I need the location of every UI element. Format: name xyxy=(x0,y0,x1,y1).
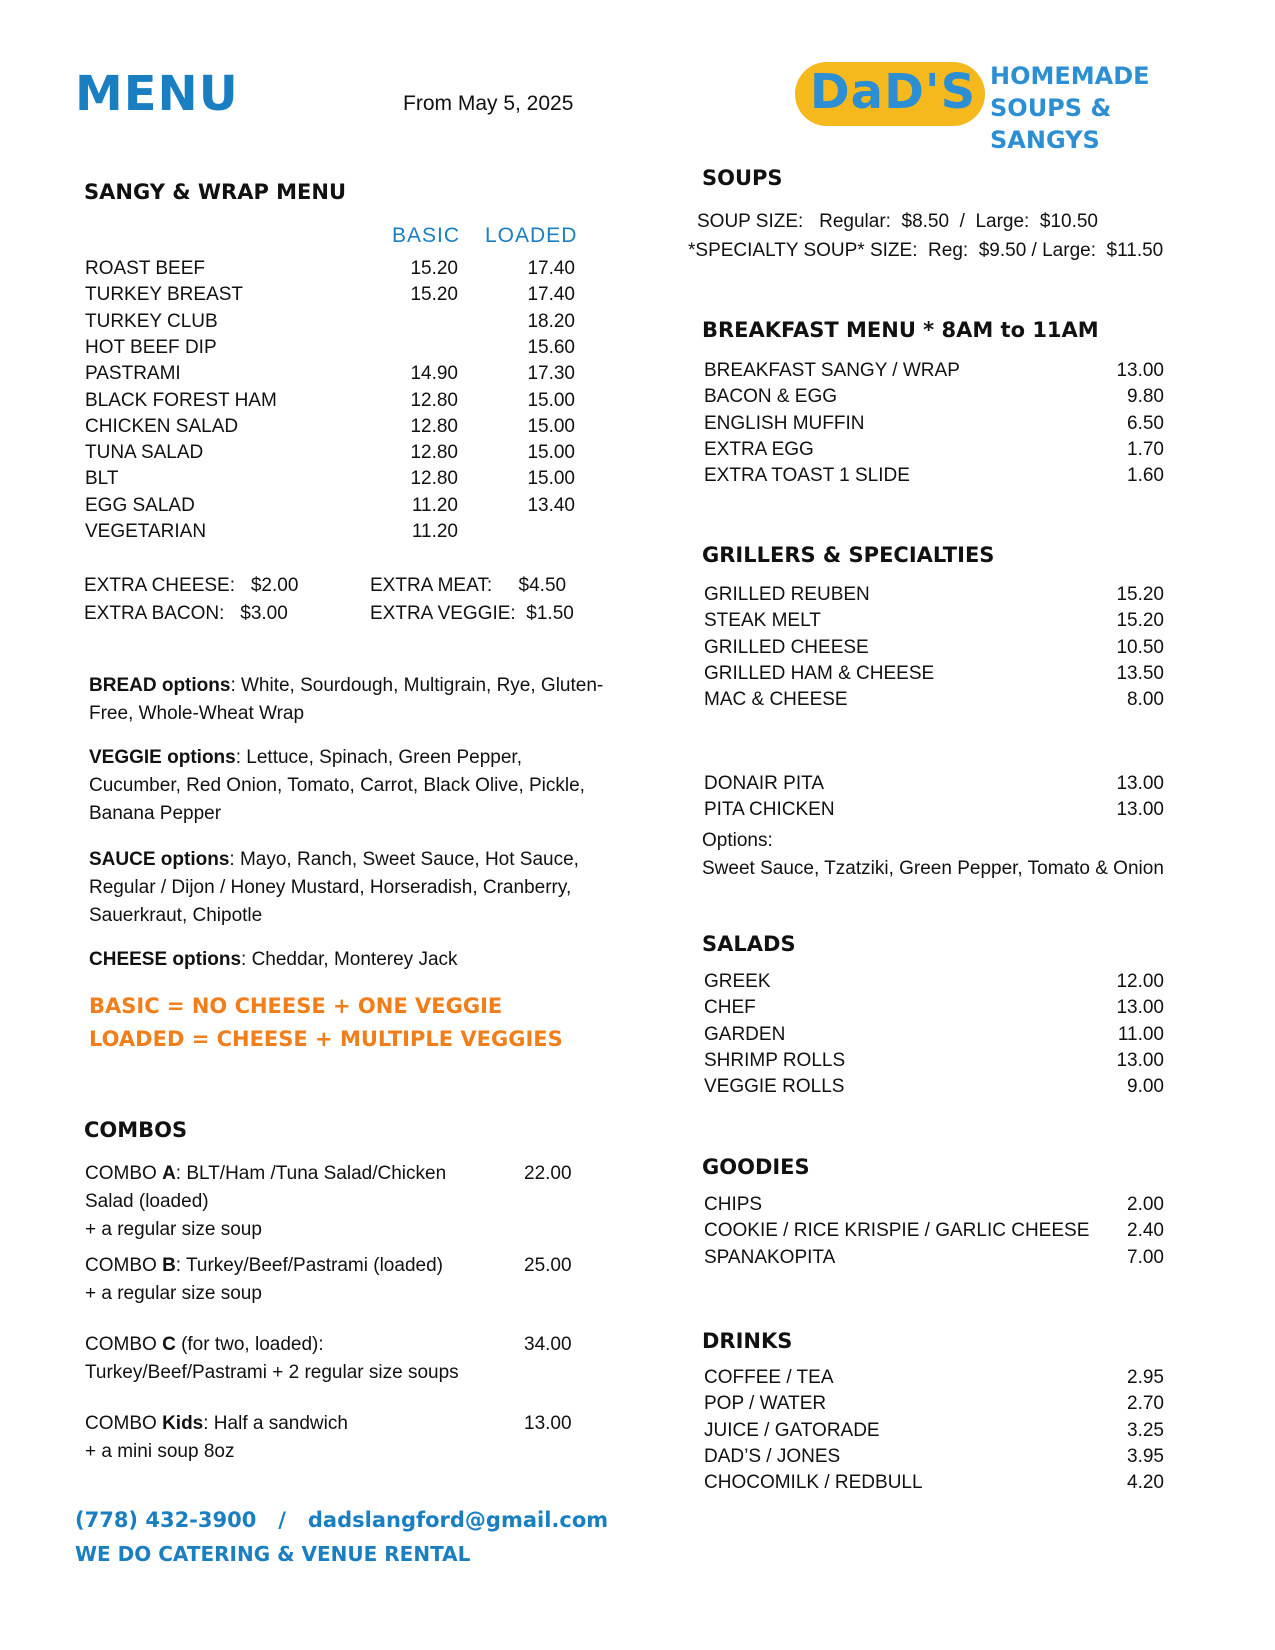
veggie-options xyxy=(89,744,609,828)
contact-line xyxy=(75,1508,608,1532)
item-price: 7.00 xyxy=(1127,1246,1164,1268)
combo-a-line2: Salad (loaded) xyxy=(85,1191,209,1212)
menu-item-row xyxy=(704,1048,1164,1074)
menu-item-row xyxy=(704,661,1164,687)
menu-item-row xyxy=(85,309,585,335)
menu-item-row xyxy=(85,361,585,387)
extra-meat-label: EXTRA MEAT: xyxy=(370,575,493,596)
logo-tagline-line1: HOMEMADE xyxy=(990,62,1150,90)
item-basic-price: 12.80 xyxy=(410,468,458,490)
combo-b-price: 25.00 xyxy=(524,1255,572,1276)
menu-item-row xyxy=(704,358,1164,384)
pita-options-text: Sweet Sauce, Tzatziki, Green Pepper, Tomato & Onion xyxy=(702,858,1164,879)
grillers-section-title: GRILLERS & SPECIALTIES xyxy=(702,543,995,567)
item-name: EXTRA EGG xyxy=(704,438,814,460)
menu-item-row xyxy=(704,1074,1164,1100)
item-price: 6.50 xyxy=(1127,412,1164,434)
item-price: 11.00 xyxy=(1117,1023,1164,1045)
cheese-options-text: : Cheddar, Monterey Jack xyxy=(241,949,458,970)
combo-kids-prefix: COMBO xyxy=(85,1413,163,1434)
item-loaded-price: 15.00 xyxy=(527,415,575,437)
extra-cheese-label: EXTRA CHEESE: xyxy=(84,575,235,596)
extra-meat xyxy=(370,572,566,600)
extra-cheese-price: $2.00 xyxy=(250,575,299,596)
item-name: BLT xyxy=(85,468,119,490)
combo-b-prefix: COMBO xyxy=(85,1255,163,1276)
bread-options xyxy=(89,672,609,728)
extra-bacon-price: $3.00 xyxy=(240,603,288,624)
item-price: 4.20 xyxy=(1127,1472,1164,1494)
item-name: PITA CHICKEN xyxy=(704,799,835,821)
item-price: 13.00 xyxy=(1116,773,1164,794)
item-name: GREEK xyxy=(704,971,771,992)
item-name: CHIPS xyxy=(704,1194,763,1215)
catering-line: WE DO CATERING & VENUE RENTAL xyxy=(75,1542,471,1566)
item-loaded-price: 15.60 xyxy=(527,336,575,358)
item-name: EGG SALAD xyxy=(85,494,195,516)
combo-kids-letter: Kids xyxy=(162,1413,204,1434)
menu-item-row xyxy=(704,1022,1164,1048)
extra-bacon-label: EXTRA BACON: xyxy=(84,603,225,624)
menu-item-row xyxy=(85,466,585,492)
combo-b-line2: + a regular size soup xyxy=(85,1283,262,1304)
menu-item-row xyxy=(85,335,585,361)
item-name: VEGGIE ROLLS xyxy=(704,1076,845,1098)
item-loaded-price: 13.40 xyxy=(527,494,575,516)
combo-c xyxy=(85,1331,545,1387)
extra-cheese xyxy=(84,572,298,600)
menu-item-row xyxy=(704,437,1164,463)
sauce-options-label: SAUCE options xyxy=(89,849,230,870)
combo-b xyxy=(85,1252,505,1308)
menu-item-row xyxy=(85,256,585,282)
menu-item-row xyxy=(704,1470,1164,1496)
item-price: 2.95 xyxy=(1127,1367,1164,1388)
item-price: 15.20 xyxy=(1116,584,1164,605)
item-name: COOKIE / RICE KRISPIE / GARLIC CHEESE xyxy=(704,1220,1090,1242)
item-loaded-price: 17.40 xyxy=(527,258,575,279)
item-name: VEGETARIAN xyxy=(85,521,207,542)
combo-a xyxy=(85,1160,505,1244)
item-price: 13.50 xyxy=(1116,662,1164,684)
item-price: 15.20 xyxy=(1116,610,1164,632)
menu-item-row xyxy=(704,1218,1164,1244)
item-name: STEAK MELT xyxy=(704,610,821,632)
item-name: ENGLISH MUFFIN xyxy=(704,412,865,434)
menu-item-row xyxy=(704,463,1164,489)
menu-item-row xyxy=(704,635,1164,661)
item-name: TUNA SALAD xyxy=(85,442,204,464)
menu-item-row xyxy=(704,1391,1164,1417)
extra-veggie-price: $1.50 xyxy=(526,603,574,624)
menu-item-row xyxy=(704,1245,1164,1271)
veggie-options-text: : Lettuce, Spinach, Green Pepper, Cucumber, Red Onion, Tomato, Carrot, Black Olive, Pickle, Banana Pepper xyxy=(89,747,585,824)
menu-item-row xyxy=(704,1192,1164,1218)
item-price: 3.95 xyxy=(1127,1445,1164,1467)
item-price: 10.50 xyxy=(1116,636,1164,658)
veggie-options-label: VEGGIE options xyxy=(89,747,236,768)
menu-item-row xyxy=(85,282,585,308)
menu-item-row xyxy=(85,388,585,414)
logo-wordmark: DaD'S xyxy=(809,64,977,120)
item-name: MAC & CHEESE xyxy=(704,689,848,711)
item-name: POP / WATER xyxy=(704,1393,827,1415)
item-basic-price: 11.20 xyxy=(411,521,458,542)
combo-c-letter: C xyxy=(162,1334,176,1355)
menu-item-row xyxy=(704,797,1164,823)
item-price: 3.25 xyxy=(1127,1419,1164,1441)
item-name: SHRIMP ROLLS xyxy=(704,1049,846,1071)
item-name: CHICKEN SALAD xyxy=(85,415,239,437)
combo-c-line2: Turkey/Beef/Pastrami + 2 regular size soups xyxy=(85,1362,459,1383)
extra-veggie xyxy=(370,600,574,628)
item-name: COFFEE / TEA xyxy=(704,1367,834,1388)
contact-phone[interactable]: (778) 432-3900 xyxy=(75,1508,257,1532)
item-price: 1.70 xyxy=(1127,438,1164,460)
menu-item-row xyxy=(704,582,1164,608)
item-price: 2.00 xyxy=(1127,1194,1164,1215)
item-loaded-price: 17.40 xyxy=(527,284,575,306)
drinks-section-title: DRINKS xyxy=(702,1329,793,1353)
item-name: CHEF xyxy=(704,997,756,1019)
item-loaded-price: 15.00 xyxy=(527,442,575,464)
item-name: TURKEY BREAST xyxy=(85,284,244,306)
extra-bacon xyxy=(84,600,288,628)
menu-item-row xyxy=(704,1444,1164,1470)
item-name: CHOCOMILK / REDBULL xyxy=(704,1472,923,1494)
combos-section-title: COMBOS xyxy=(84,1118,188,1142)
item-price: 13.00 xyxy=(1116,997,1164,1019)
item-price: 2.70 xyxy=(1127,1393,1164,1415)
combo-b-letter: B xyxy=(162,1255,176,1276)
menu-item-row xyxy=(85,519,585,545)
item-price: 1.60 xyxy=(1127,465,1164,487)
item-name: SPANAKOPITA xyxy=(704,1246,836,1268)
menu-item-row xyxy=(704,969,1164,995)
item-name: ROAST BEEF xyxy=(85,258,206,279)
combo-kids-price: 13.00 xyxy=(524,1413,572,1434)
menu-item-row xyxy=(85,414,585,440)
basic-column-header: BASIC xyxy=(392,224,461,247)
item-price: 13.00 xyxy=(1116,360,1164,381)
item-name: DAD’S / JONES xyxy=(704,1445,841,1467)
combo-kids xyxy=(85,1410,505,1466)
sauce-options xyxy=(89,846,609,930)
menu-item-row xyxy=(85,493,585,519)
breakfast-section-title: BREAKFAST MENU * 8AM to 11AM xyxy=(702,318,1099,342)
goodies-section-title: GOODIES xyxy=(702,1155,810,1179)
salads-section-title: SALADS xyxy=(702,932,796,956)
sangy-section-title: SANGY & WRAP MENU xyxy=(84,180,347,204)
soup-size-line: SOUP SIZE: Regular: $8.50 / Large: $10.50 xyxy=(697,211,1098,232)
item-name: GRILLED CHEESE xyxy=(704,636,869,658)
item-price: 12.00 xyxy=(1116,971,1164,992)
item-price: 8.00 xyxy=(1127,689,1164,711)
combo-a-price: 22.00 xyxy=(524,1163,572,1184)
extra-veggie-label: EXTRA VEGGIE: xyxy=(370,603,516,624)
logo-tagline xyxy=(990,60,1205,156)
combo-a-letter: A xyxy=(162,1163,176,1184)
menu-item-row xyxy=(704,411,1164,437)
menu-item-row xyxy=(704,384,1164,410)
combo-c-prefix: COMBO xyxy=(85,1334,163,1355)
menu-item-row xyxy=(704,771,1164,797)
item-price: 13.00 xyxy=(1116,799,1164,821)
page-title: MENU xyxy=(75,66,239,122)
item-name: PASTRAMI xyxy=(85,363,181,385)
menu-item-row xyxy=(85,440,585,466)
basic-note: BASIC = NO CHEESE + ONE VEGGIE xyxy=(89,994,503,1018)
item-name: EXTRA TOAST 1 SLIDE xyxy=(704,465,910,487)
item-loaded-price: 17.30 xyxy=(527,363,575,385)
item-price: 13.00 xyxy=(1116,1049,1164,1071)
combo-c-price: 34.00 xyxy=(524,1334,572,1355)
menu-item-row xyxy=(704,687,1164,713)
item-name: GARDEN xyxy=(704,1023,786,1045)
sauce-options-text: : Mayo, Ranch, Sweet Sauce, Hot Sauce, Regular / Dijon / Honey Mustard, Horseradish, Cranberry, Sauerkraut, Chipotle xyxy=(89,849,579,926)
menu-item-row xyxy=(704,995,1164,1021)
contact-email[interactable]: dadslangford@gmail.com xyxy=(307,1508,609,1532)
pita-options-label: Options: xyxy=(702,830,773,851)
menu-item-row xyxy=(704,1365,1164,1391)
combo-a-prefix: COMBO xyxy=(85,1163,163,1184)
item-basic-price: 11.20 xyxy=(411,494,458,516)
specialty-soup-line: *SPECIALTY SOUP* SIZE: Reg: $9.50 / Large: $11.50 xyxy=(688,240,1164,261)
cheese-options xyxy=(89,946,609,974)
combo-b-line1: : Turkey/Beef/Pastrami (loaded) xyxy=(175,1255,443,1276)
menu-item-row xyxy=(704,1418,1164,1444)
item-name: BREAKFAST SANGY / WRAP xyxy=(704,360,960,381)
dads-logo xyxy=(795,58,1205,154)
item-name: HOT BEEF DIP xyxy=(85,336,217,358)
contact-separator: / xyxy=(278,1508,286,1532)
item-name: GRILLED HAM & CHEESE xyxy=(704,662,935,684)
combo-a-line1: : BLT/Ham /Tuna Salad/Chicken xyxy=(175,1163,447,1184)
loaded-note: LOADED = CHEESE + MULTIPLE VEGGIES xyxy=(89,1027,563,1051)
item-loaded-price: 15.00 xyxy=(527,468,575,490)
item-basic-price: 12.80 xyxy=(410,415,458,437)
loaded-column-header: LOADED xyxy=(485,224,578,247)
menu-item-row xyxy=(704,608,1164,634)
combo-c-line1: (for two, loaded): xyxy=(175,1334,324,1355)
item-price: 9.80 xyxy=(1127,386,1164,408)
item-loaded-price: 18.20 xyxy=(527,310,575,332)
item-loaded-price: 15.00 xyxy=(527,389,575,411)
item-basic-price: 12.80 xyxy=(410,389,458,411)
item-name: DONAIR PITA xyxy=(704,773,824,794)
item-basic-price: 14.90 xyxy=(410,363,458,385)
menu-date: From May 5, 2025 xyxy=(403,92,574,115)
item-name: GRILLED REUBEN xyxy=(704,584,870,605)
combo-kids-line2: + a mini soup 8oz xyxy=(85,1441,235,1462)
bread-options-text: : White, Sourdough, Multigrain, Rye, Gluten-Free, Whole-Wheat Wrap xyxy=(89,675,604,724)
item-name: TURKEY CLUB xyxy=(85,310,218,332)
cheese-options-label: CHEESE options xyxy=(89,949,242,970)
extra-meat-price: $4.50 xyxy=(518,575,567,596)
item-price: 2.40 xyxy=(1127,1220,1164,1242)
soups-section-title: SOUPS xyxy=(702,166,783,190)
item-name: JUICE / GATORADE xyxy=(704,1419,880,1441)
bread-options-label: BREAD options xyxy=(89,675,231,696)
combo-a-line3: + a regular size soup xyxy=(85,1219,262,1240)
combo-kids-line1: : Half a sandwich xyxy=(203,1413,348,1434)
item-basic-price: 15.20 xyxy=(410,258,458,279)
item-name: BLACK FOREST HAM xyxy=(85,389,277,411)
item-basic-price: 12.80 xyxy=(410,442,458,464)
item-price: 9.00 xyxy=(1127,1076,1164,1098)
item-basic-price: 15.20 xyxy=(410,284,458,306)
logo-tagline-line2: SOUPS & SANGYS xyxy=(990,94,1112,154)
item-name: BACON & EGG xyxy=(704,386,838,408)
